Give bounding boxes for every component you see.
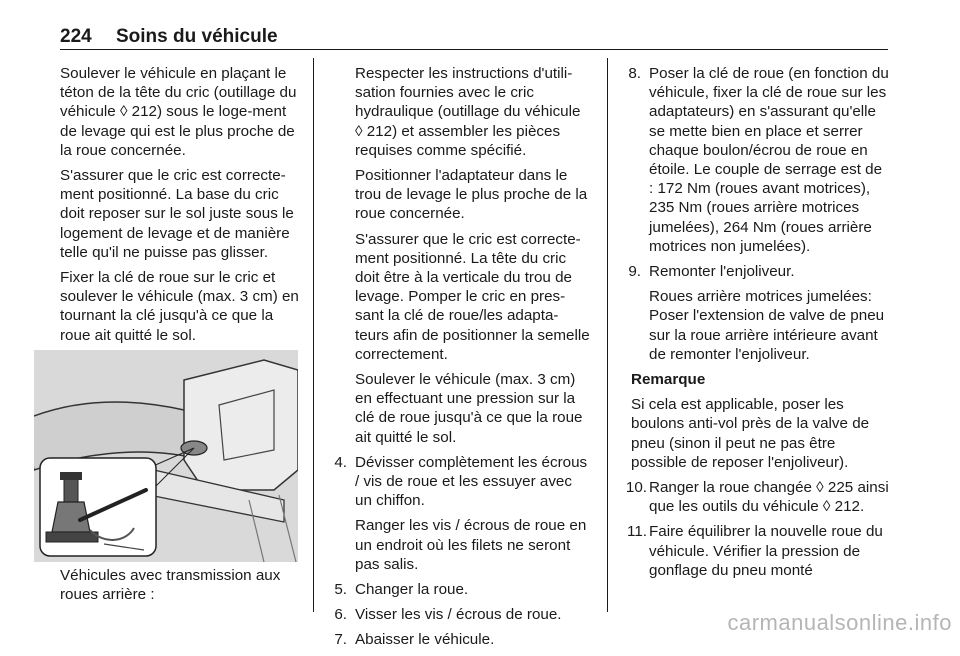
item-number: 9. <box>628 263 641 281</box>
figure-caption <box>60 566 303 610</box>
watermark: carmanualsonline.info <box>727 610 952 635</box>
paragraph: S'assurer que le cric est correcte-ment positionné. La tête du cric doit être à la verticale du trou de levage. Pomper le cric en pres-sant la clé de roue/les adapta-teurs afin de positionner la semelle correctement. <box>355 230 590 363</box>
paragraph: Soulever le véhicule en plaçant le téton de la tête du cric (outillage du véhicule ◊ 212) sous le loge-ment de levage qui est le plus proche de la roue concernée. <box>60 65 297 159</box>
list-item <box>325 580 591 599</box>
note-title: Remarque <box>631 371 706 389</box>
item-text: Remonter l'enjoliveur. <box>649 263 795 281</box>
column-1 <box>60 64 303 351</box>
list-item <box>325 630 591 649</box>
paragraph: S'assurer que le cric est correcte-ment positionné. La base du cric doit reposer sur le sol juste sous le logement de levage et de manière telle qu'il ne puisse pas glisser. <box>60 167 294 261</box>
page-number: 224 <box>60 26 92 47</box>
item-number: 11. <box>627 523 647 541</box>
note-text: Si cela est applicable, poser les boulons anti-vol près de la valve de pneu (sinon il peut ne pas être possible de reposer l'enjoliveur). <box>631 396 870 471</box>
item-text: Ranger la roue changée ◊ 225 ainsi que les outils du véhicule ◊ 212. <box>649 479 889 516</box>
paragraph: Respecter les instructions d'utili-sation fournies avec le cric hydraulique (outillage du véhicule ◊ 212) et assembler les pièces requises comme spécifié. <box>355 65 581 159</box>
item-text: Visser les vis / écrous de roue. <box>355 606 562 624</box>
item-number: 4. <box>334 453 347 471</box>
column-2 <box>325 64 591 656</box>
list-item <box>619 522 889 580</box>
column-divider-2 <box>607 58 608 612</box>
item-text: Faire équilibrer la nouvelle roue du véhicule. Vérifier la pression de gonflage du pneu monté <box>649 523 883 579</box>
page-title: Soins du véhicule <box>116 26 278 47</box>
item-number: 5. <box>334 581 347 599</box>
jack-drawing <box>34 350 298 562</box>
item-text: Poser la clé de roue (en fonction du véhicule, fixer la clé de roue sur les adaptateurs) en s'assurant qu'elle se mette bien en place et serrer chaque boulon/écrou de roue en étoile. Le couple de serrage est de : 172 Nm (roues avant motrices), 235 Nm (roues arrière motrices jumelées), 264 Nm (roues arrière motrices non jumelées). <box>649 65 889 255</box>
item-number: 10. <box>625 479 647 497</box>
note-block <box>619 370 889 472</box>
list-item <box>325 605 591 624</box>
page-header <box>60 26 888 50</box>
list-item <box>619 478 889 516</box>
item-number: 7. <box>334 631 347 649</box>
paragraph: Soulever le véhicule (max. 3 cm) en effectuant une pression sur la clé de roue jusqu'à ce que la roue ait quitté le sol. <box>355 371 583 446</box>
item-extra: Ranger les vis / écrous de roue en un endroit où les filets ne seront pas salis. <box>355 517 587 573</box>
item-text: Abaisser le véhicule. <box>355 631 495 649</box>
list-item <box>619 262 889 281</box>
column-divider-1 <box>313 58 314 612</box>
list-item <box>619 64 889 256</box>
item-text: Dévisser complètement les écrous / vis de roue et les essuyer avec un chiffon. <box>355 453 588 510</box>
paragraph: Fixer la clé de roue sur le cric et soulever le véhicule (max. 3 cm) en tournant la clé jusqu'à ce que la roue ait quitté le sol. <box>60 269 299 344</box>
item-text: Changer la roue. <box>355 581 469 599</box>
sub-paragraph: Roues arrière motrices jumelées: Poser l'extension de valve de pneu sur la roue arrière intérieure avant de remonter l'enjoliveur. <box>649 288 885 363</box>
header-rule <box>60 49 888 50</box>
jack-illustration <box>34 350 298 562</box>
list-item <box>325 453 591 574</box>
item-number: 8. <box>628 65 641 82</box>
item-number: 6. <box>334 606 347 624</box>
caption-text: Véhicules avec transmission aux roues arrière : <box>60 567 281 604</box>
column-3 <box>619 64 889 586</box>
paragraph: Positionner l'adaptateur dans le trou de levage le plus proche de la roue concernée. <box>355 167 588 223</box>
